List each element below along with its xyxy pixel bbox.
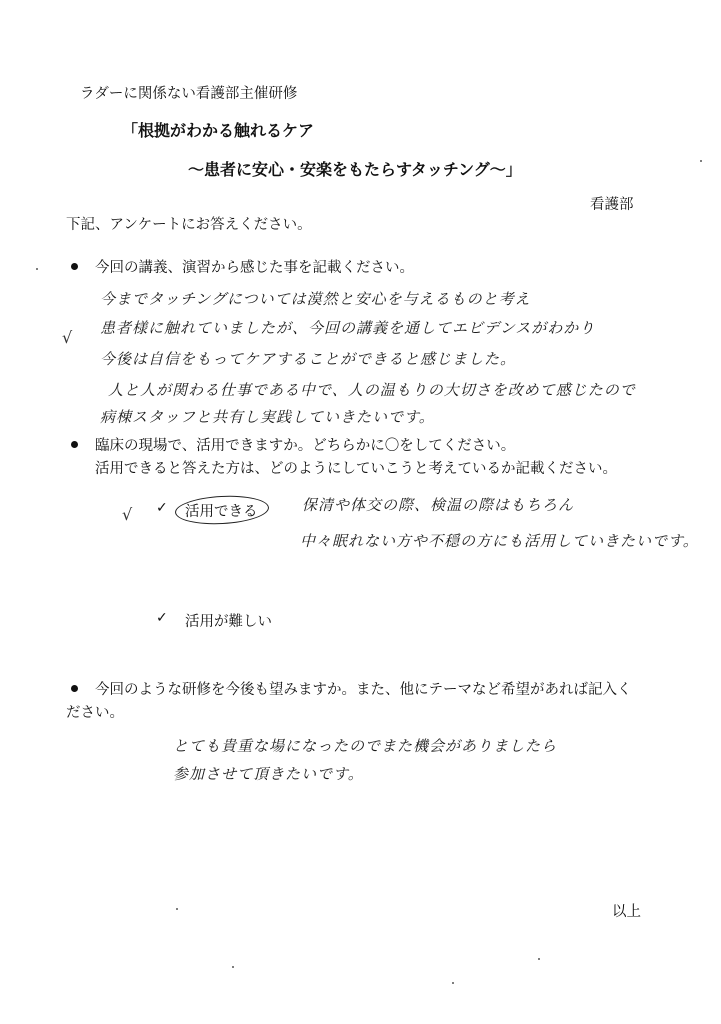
q2-answer-line-2: 中々眠れない方や不穏の方にも活用していきたいです。 [300,532,699,550]
bullet-q1 [71,263,78,270]
department-label: 看護部 [590,197,634,213]
q1-answer-line-2: 患者様に触れていましたが、今回の講義を通してエビデンスがわかり [100,319,596,337]
margin-check-icon: √ [62,328,73,347]
q1-answer-line-3: 今後は自信をもってケアすることができると感じました。 [100,350,517,368]
q3-question-line-1: 今回のような研修を今後も望みますか。また、他にテーマなど希望があれば記入く [95,682,632,698]
survey-subtitle: ラダーに関係ない看護部主催研修 [80,86,298,102]
scan-speck [538,958,540,960]
scan-speck [232,966,234,968]
q1-answer-line-1: 今までタッチングについては漠然と安心を与えるものと考え [100,290,531,308]
q3-answer-line-2: 参加させて頂きたいです。 [173,765,364,783]
q2-question-line-1: 臨床の現場で、活用できますか。どちらかに〇をしてください。 [95,438,516,454]
q3-question-line-2: ださい。 [66,705,124,721]
title-line-1: 「根拠がわかる触れるケア [122,121,315,140]
option-no[interactable]: 活用が難しい [185,614,272,630]
q1-question: 今回の講義、演習から感じた事を記載ください。 [95,260,414,276]
scan-speck [176,908,178,910]
end-label: 以上 [612,904,641,920]
option-yes[interactable]: 活用できる [185,504,258,520]
q2-answer-line-1: 保清や体交の際、検温の際はもちろん [302,496,575,514]
scan-speck [700,160,702,162]
scan-speck [36,268,38,270]
intro-text: 下記、アンケートにお答えください。 [66,217,312,233]
q3-answer-line-1: とても貴重な場になったのでまた機会がありましたら [173,737,558,755]
bullet-q3 [71,685,78,692]
check-mark-icon: ✓ [156,500,168,516]
scan-speck [452,982,454,984]
bullet-q2 [71,441,78,448]
q1-answer-line-5: 病棟スタッフと共有し実践していきたいです。 [100,408,435,426]
q2-question-line-2: 活用できると答えた方は、どのようにしていこうと考えているか記載ください。 [95,461,617,477]
title-line-2: ～患者に安心・安楽をもたらすタッチング～」 [188,160,522,179]
margin-check-icon-2: √ [122,505,133,524]
check-mark-icon-2: ✓ [156,610,168,626]
q1-answer-line-4: 人と人が関わる仕事である中で、人の温もりの大切さを改めて感じたので [108,381,636,399]
